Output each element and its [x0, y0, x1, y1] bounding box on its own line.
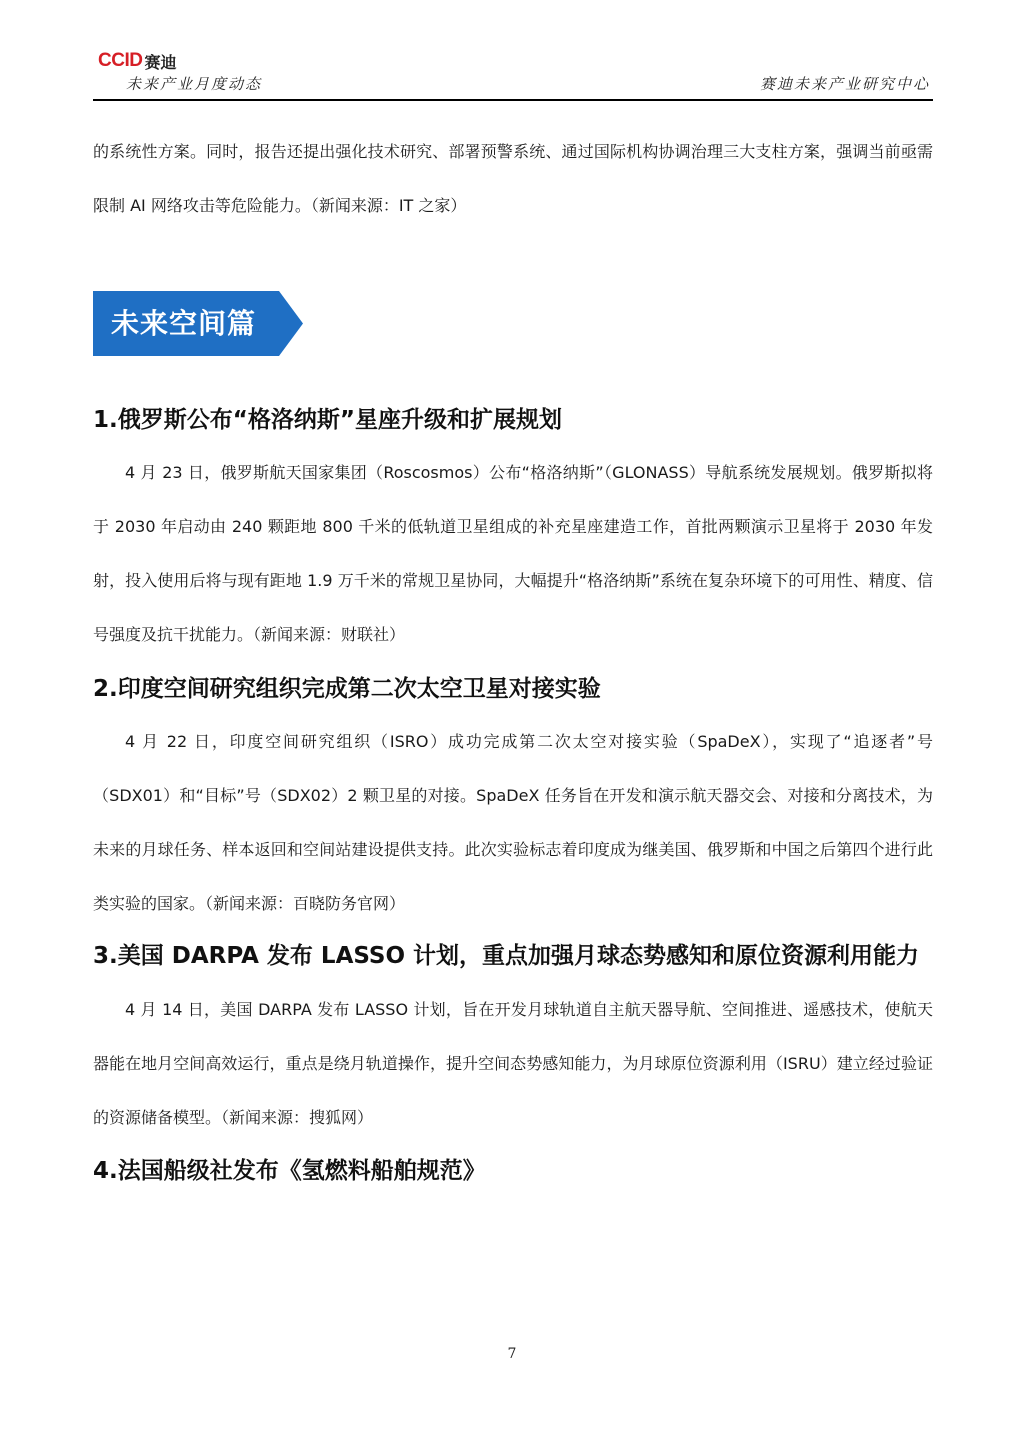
intro-paragraph: 的系统性方案。同时，报告还提出强化技术研究、部署预警系统、通过国际机构协调治理三大支柱方案，强调当前亟需限制 AI 网络攻击等危险能力。（新闻来源：IT 之家）: [93, 142, 933, 215]
article-heading-1: 1.俄罗斯公布“格洛纳斯”星座升级和扩展规划: [93, 407, 562, 433]
article-heading-4: 4.法国船级社发布《氢燃料船舶规范》: [93, 1158, 486, 1184]
article-body-1: 4 月 23 日，俄罗斯航天国家集团（Roscosmos）公布“格洛纳斯”（GLONASS）导航系统发展规划。俄罗斯拟将于 2030 年启动由 240 颗距地 800 千米的低轨道卫星组成的补充星座建造工作，首批两颗演示卫星将于 2030 年发射，投入使用后将与现有距地 1.9 万千米的常规卫星协同，大幅提升“格洛纳斯”系统在复杂环境下的可用性、精度、信号强度及抗干扰能力。（新闻来源：财联社）: [93, 463, 933, 644]
article-body-3: 4 月 14 日，美国 DARPA 发布 LASSO 计划，旨在开发月球轨道自主航天器导航、空间推进、遥感技术，使航天器能在地月空间高效运行，重点是绕月轨道操作，提升空间态势感知能力，为月球原位资源利用（ISRU）建立经过验证的资源储备模型。（新闻来源：搜狐网）: [93, 1000, 933, 1127]
header-divider: [93, 99, 933, 101]
logo-cn-text: 赛迪: [144, 52, 177, 72]
article-heading-2: 2.印度空间研究组织完成第二次太空卫星对接实验: [93, 676, 601, 702]
header-organization: 赛迪未来产业研究中心: [759, 75, 930, 93]
section-banner: [93, 291, 303, 356]
header-publication-title: 未来产业月度动态: [126, 75, 263, 93]
logo-mark: CCID: [98, 50, 143, 71]
page-number: 7: [507, 1346, 517, 1362]
section-title: 未来空间篇: [111, 307, 257, 340]
article-body-2: 4 月 22 日，印度空间研究组织（ISRO）成功完成第二次太空对接实验（SpaDeX），实现了“追逐者”号（SDX01）和“目标”号（SDX02）2 颗卫星的对接。SpaDeX 任务旨在开发和演示航天器交会、对接和分离技术，为未来的月球任务、样本返回和空间站建设提供支持。此次实验标志着印度成为继美国、俄罗斯和中国之后第四个进行此类实验的国家。（新闻来源：百晓防务官网）: [93, 732, 933, 913]
article-heading-3: 3.美国 DARPA 发布 LASSO 计划，重点加强月球态势感知和原位资源利用能力: [93, 943, 920, 969]
ccid-logo: [98, 50, 176, 72]
